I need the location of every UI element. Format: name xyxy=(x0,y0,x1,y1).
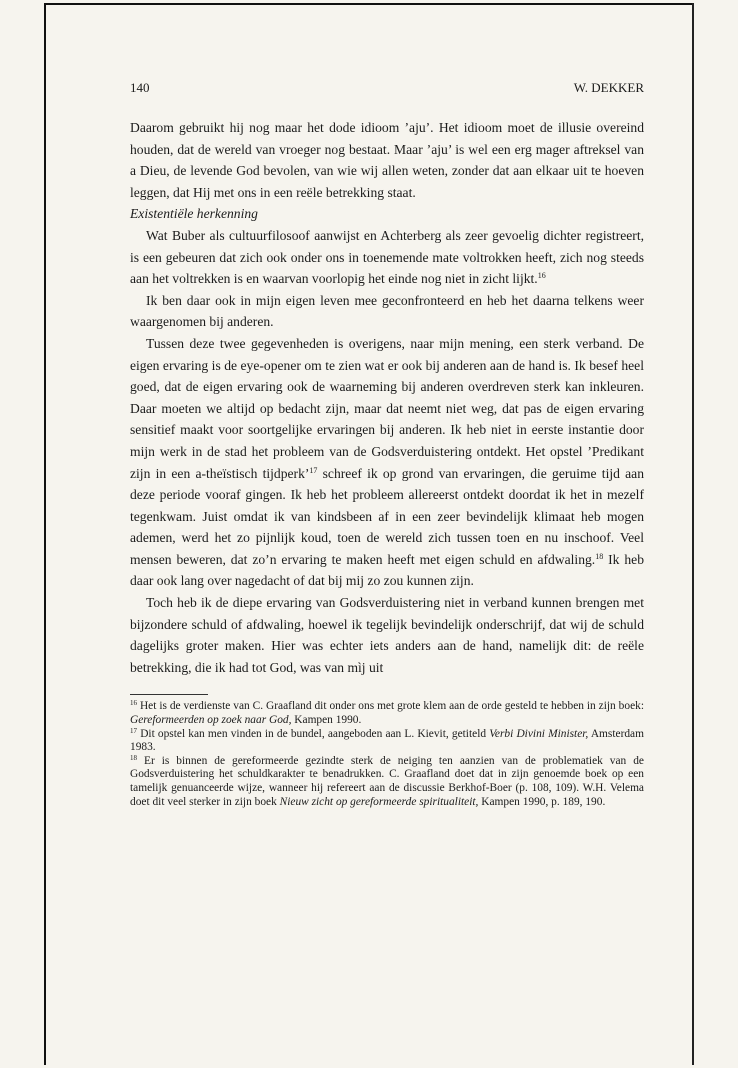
footnote-tail: Kampen 1990, p. 189, 190. xyxy=(478,795,606,808)
scan-border-left xyxy=(44,3,46,1065)
footnote-number: 17 xyxy=(130,726,137,735)
section-heading: Existentiële herkenning xyxy=(130,206,258,222)
footnote-title: Gereformeerden op zoek naar God, xyxy=(130,714,292,727)
scan-border-right xyxy=(692,3,694,1065)
footnote-18 xyxy=(130,755,644,809)
book-page xyxy=(130,78,644,809)
footnote-ref-17: 17 xyxy=(309,465,318,475)
footnote-16 xyxy=(130,700,644,727)
footnote-number: 16 xyxy=(130,699,137,708)
running-author: W. DEKKER xyxy=(573,80,644,95)
footnote-title: Nieuw zicht op gereformeerde spiritualiteit, xyxy=(279,795,479,808)
footnote-title: Verbi Divini Minister, xyxy=(489,727,589,740)
footnote-text: Er is binnen de gereformeerde gezindte sterk de neiging ten aanzien van de problematiek van de Godsverduistering het schuldkarakter te benadrukken. C. Graafland doet dat in zijn genoemde boek op een tamelijk genuanceerde wijze, wanneer hij refereert aan de discussie Berkhof-Boer (p. 108, 109). W.H. Velema doet dit veel sterker in zijn boek xyxy=(130,754,644,808)
footnote-17 xyxy=(130,728,644,755)
paragraph-4-text-a: Tussen deze twee gegevenheden is overigens, naar mijn mening, een sterk verband. De eigen ervaring is de eye-opener om te zien wat er ook bij anderen aan de hand is. Ik besef heel goed, dat de eigen ervaring ook de waarneming bij anderen overdreven sterk kan inkleuren. Daar moeten we altijd op bedacht zijn, maar dat neemt niet weg, dat pas de eigen ervaring sensitief maakt voor soortgelijke ervaringen bij anderen. Ik heb niet in eerste instantie door mijn werk in de stad het probleem van de Godsverduistering ontdekt. Het opstel ’Predikant zijn in een a-theïstisch tijdperk’ xyxy=(130,335,644,481)
footnote-text: Het is de verdienste van C. Graafland dit onder ons met grote klem aan de orde gesteld te hebben in zijn boek: xyxy=(139,700,644,713)
paragraph-2-text: Wat Buber als cultuurfilosoof aanwijst en Achterberg als zeer gevoelig dichter registreert, is een gebeuren dat zich ook onder ons in toenemende mate voltrokken heeft, zich nog steeds aan het voltrekken is en waarvan voorlopig het einde nog niet in zicht lijkt. xyxy=(130,227,644,287)
footnotes xyxy=(130,700,644,809)
paragraph-5: Toch heb ik de diepe ervaring van Godsverduistering niet in verband kunnen brengen met bijzondere schuld of afdwaling, hoewel ik tegelijk bevindelijk onderschrijf, dat wij de schuld dagelijks groter maken. Hier was echter iets anders aan de hand, namelijk dit: de reële betrekking, die ik had tot God, was van mìj uit xyxy=(130,595,644,675)
paragraph-4-text-b: schreef ik op grond van ervaringen, die geruime tijd aan deze periode vooraf gingen. Ik heb het probleem allereerst ontdekt doordat ik het in mezelf tegenkwam. Juist omdat ik van kindsbeen af in een zeer bevindelijk klimaat heb mogen ademen, werd het zo pijnlijk koud, toen de wereld zich tussen toen en nu inschoof. Veel mensen beweren, dat zo’n ervaring te maken heeft met eigen schuld en afdwaling. xyxy=(130,465,645,567)
footnote-divider xyxy=(130,694,208,695)
footnote-ref-18: 18 xyxy=(595,551,604,561)
running-head xyxy=(130,78,644,98)
paragraph-2 xyxy=(130,225,644,290)
paragraph-1: Daarom gebruikt hij nog maar het dode idioom ’aju’. Het idioom moet de illusie overeind houden, dat de wereld van vroeger nog bestaat. Maar ’aju’ is wel een erg mager aftreksel van a Dieu, de levende God bevolen, van wie wij allen weten, zonder dat aan elkaar uit te hoeven leggen, dat Hij met ons in een reële betrekking staat. xyxy=(130,120,644,200)
paragraph-4-text-c: Ik heb daar ook lang over nagedacht of dat bij mij zo zou kunnen zijn. xyxy=(130,551,645,589)
scan-border-top xyxy=(44,3,694,5)
paragraph-4 xyxy=(130,333,644,592)
footnote-ref-16: 16 xyxy=(537,271,546,281)
footnote-tail: Kampen 1990. xyxy=(291,714,362,727)
footnote-text: Dit opstel kan men vinden in de bundel, aangeboden aan L. Kievit, getiteld xyxy=(140,727,490,740)
footnote-number: 18 xyxy=(130,753,137,762)
page-number: 140 xyxy=(130,80,150,95)
footnote-tail: Amsterdam 1983. xyxy=(130,727,644,754)
paragraph-3: Ik ben daar ook in mijn eigen leven mee geconfronteerd en heb het daarna telkens weer waargenomen bij anderen. xyxy=(130,292,644,330)
